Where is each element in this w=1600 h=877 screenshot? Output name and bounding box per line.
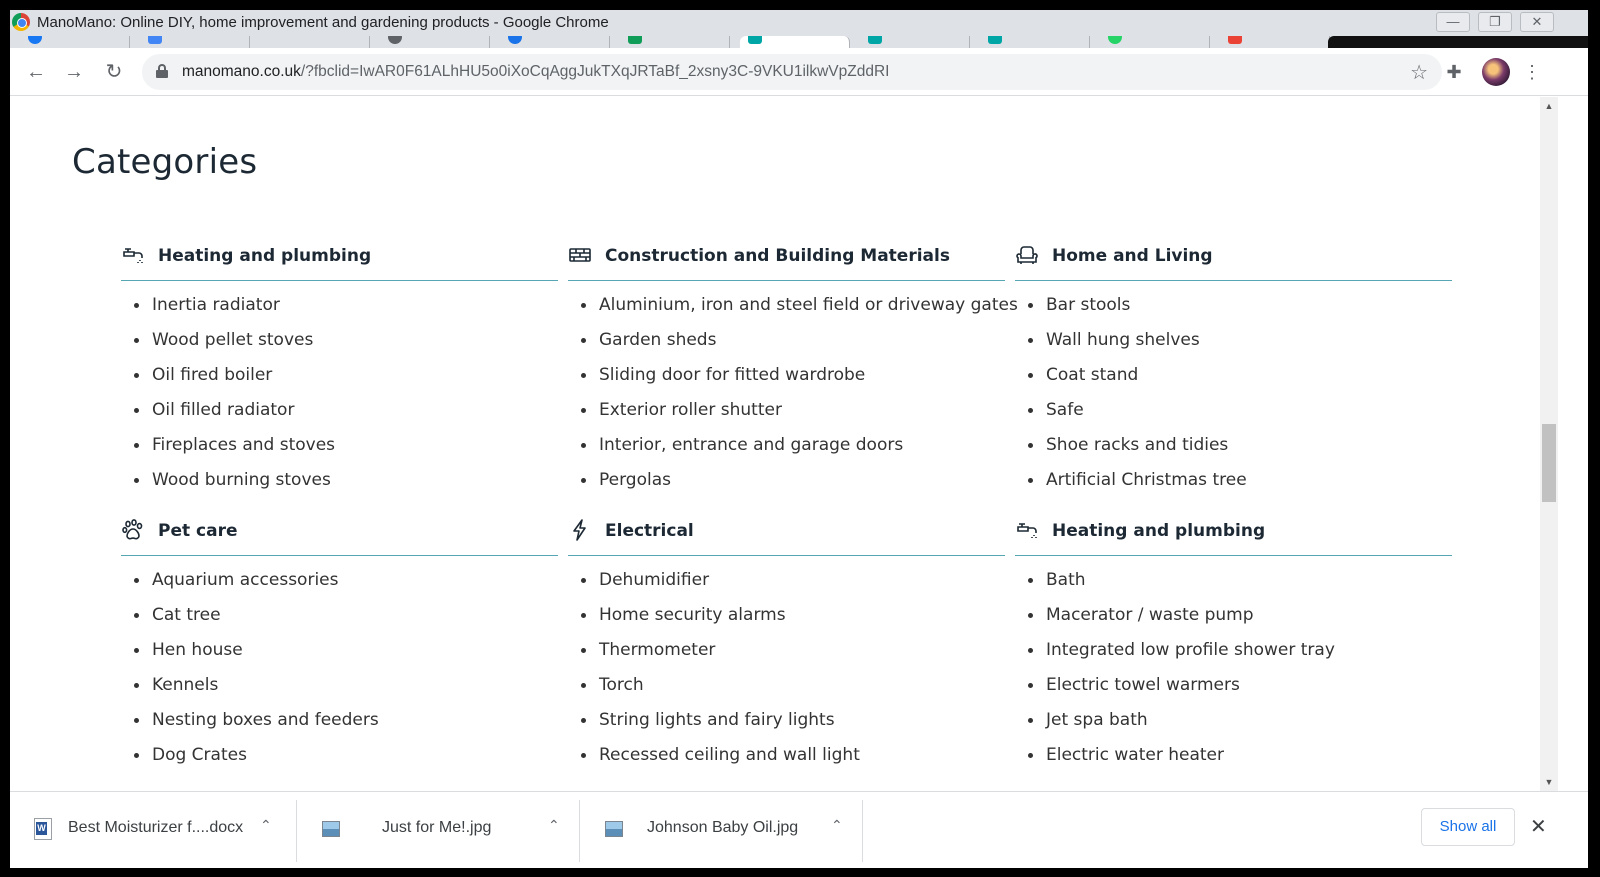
category-link[interactable]: Aluminium, iron and steel field or driveway gates [568,294,1005,329]
category-title[interactable]: Electrical [605,521,694,541]
category-link[interactable]: Exterior roller shutter [568,399,1005,434]
category-link[interactable]: Bar stools [1015,294,1452,329]
category-title[interactable]: Construction and Building Materials [605,246,950,266]
url-host: manomano.co.uk [182,63,301,80]
armchair-icon [1015,243,1039,267]
category-link-list [121,556,558,779]
category-link[interactable]: Wood pellet stoves [121,329,558,364]
category-block [121,507,558,779]
category-link[interactable]: Wall hung shelves [1015,329,1452,364]
minimize-button[interactable]: — [1436,12,1470,32]
category-link[interactable]: Bath [1015,569,1452,604]
chrome-logo-icon [12,13,30,31]
category-header[interactable] [1015,232,1452,281]
scroll-down-icon[interactable]: ▼ [1544,777,1554,787]
url-path: /?fbclid=IwAR0F61ALhHU5o0iXoCqAggJukTXqJRTaBf_2xsny3C-9VKU1ilkwVpZddRI [300,63,890,80]
tab[interactable] [860,36,970,48]
tab[interactable] [140,36,250,48]
image-file-icon [322,821,340,837]
category-block [568,232,1018,504]
tab[interactable] [1100,36,1210,48]
category-link-list [568,556,1005,779]
category-link[interactable]: Cat tree [121,604,558,639]
facebook-icon [28,36,42,44]
category-link[interactable]: Aquarium accessories [121,569,558,604]
tap-icon [1015,518,1039,542]
profile-avatar[interactable] [1482,58,1510,86]
category-link[interactable]: Safe [1015,399,1452,434]
category-link[interactable]: Electric water heater [1015,744,1452,779]
category-header[interactable] [1015,507,1452,556]
address-bar[interactable] [142,54,1442,90]
category-title[interactable]: Heating and plumbing [158,246,372,266]
category-title[interactable]: Home and Living [1052,246,1213,266]
category-link[interactable]: Thermometer [568,639,1005,674]
scroll-up-icon[interactable]: ▲ [1544,101,1554,111]
reload-button[interactable]: ↻ [105,61,123,83]
whatsapp-icon [1108,36,1122,44]
download-filename: Best Moisturizer f....docx [68,819,244,836]
manomano-icon [868,36,882,44]
new-tab-area[interactable] [1328,36,1588,48]
tab[interactable] [1220,36,1330,48]
download-item[interactable] [298,800,580,862]
gmail-icon [1228,36,1242,44]
chevron-up-icon[interactable]: ⌃ [260,817,272,833]
paw-icon [121,518,145,542]
category-link[interactable]: Dehumidifier [568,569,1005,604]
category-link[interactable]: Nesting boxes and feeders [121,709,558,744]
category-link[interactable]: Kennels [121,674,558,709]
category-link[interactable]: Recessed ceiling and wall light [568,744,1005,779]
category-link-list [1015,281,1452,504]
bookmark-star-icon[interactable]: ☆ [1410,62,1428,84]
category-link[interactable]: Jet spa bath [1015,709,1452,744]
category-link[interactable]: Garden sheds [568,329,1005,364]
category-block [1015,507,1452,779]
category-link-list [568,281,1018,504]
tab[interactable] [20,36,130,48]
category-link[interactable]: Integrated low profile shower tray [1015,639,1452,674]
category-block [1015,232,1452,504]
category-link[interactable]: Dog Crates [121,744,558,779]
site-icon [388,36,402,44]
tab[interactable] [620,36,730,48]
category-link-list [1015,556,1452,779]
word-document-icon [34,818,52,840]
sheets-icon [628,36,642,44]
category-block [568,507,1005,779]
brick-icon [568,243,592,267]
category-link[interactable]: Pergolas [568,469,1005,504]
category-link[interactable]: Shoe racks and tidies [1015,434,1452,469]
category-link[interactable]: Oil filled radiator [121,399,558,434]
lock-icon [156,64,168,78]
browser-window [10,10,1588,868]
category-header[interactable] [568,232,1005,281]
category-link[interactable]: Interior, entrance and garage doors [568,434,1005,469]
category-link[interactable]: Wood burning stoves [121,469,558,504]
category-link[interactable]: Home security alarms [568,604,1005,639]
category-header[interactable] [121,232,558,281]
manomano-icon [988,36,1002,44]
tab-strip [10,36,1588,48]
show-all-button[interactable]: Show all [1421,808,1515,846]
tab-active[interactable] [740,36,850,48]
chevron-up-icon[interactable]: ⌃ [831,817,843,833]
download-item[interactable] [581,800,863,862]
category-link[interactable]: Sliding door for fitted wardrobe [568,364,1005,399]
category-link[interactable]: Artificial Christmas tree [1015,469,1452,504]
category-link-list [121,281,558,504]
restore-button[interactable]: ❐ [1478,12,1512,32]
window-title: ManoMano: Online DIY, home improvement and gardening products - Google Chrome [37,14,609,31]
image-file-icon [605,821,623,837]
page-scrollbar[interactable] [1540,97,1558,791]
category-header[interactable] [568,507,1005,556]
tab[interactable] [380,36,490,48]
category-title[interactable]: Pet care [158,521,238,541]
url-text[interactable] [182,63,889,81]
extensions-icon[interactable]: ✚ [1446,62,1462,82]
chrome-menu-icon[interactable]: ⋮ [1523,62,1541,82]
chevron-up-icon[interactable]: ⌃ [548,817,560,833]
category-header[interactable] [121,507,558,556]
category-link[interactable]: Macerator / waste pump [1015,604,1452,639]
page-title: Categories [72,142,258,182]
manomano-icon [748,36,762,44]
browser-toolbar [10,48,1588,96]
tab[interactable] [980,36,1090,48]
tab[interactable] [500,36,610,48]
category-link[interactable]: Fireplaces and stoves [121,434,558,469]
category-link[interactable]: Oil fired boiler [121,364,558,399]
page-content [10,97,1540,791]
category-link[interactable]: Coat stand [1015,364,1452,399]
docs-icon [148,36,162,44]
category-link[interactable]: Inertia radiator [121,294,558,329]
download-shelf [10,791,1588,868]
lightning-icon [568,518,592,542]
close-window-button[interactable]: ✕ [1520,12,1554,32]
site-icon [508,36,522,44]
download-item[interactable] [10,800,297,862]
category-link[interactable]: Hen house [121,639,558,674]
close-shelf-icon[interactable]: ✕ [1530,816,1547,838]
scroll-thumb[interactable] [1542,424,1556,502]
category-title[interactable]: Heating and plumbing [1052,521,1266,541]
tap-icon [121,243,145,267]
title-bar [10,10,1588,36]
tab[interactable] [260,36,370,48]
download-filename: Johnson Baby Oil.jpg [647,819,799,836]
category-block [121,232,558,504]
category-link[interactable]: String lights and fairy lights [568,709,1005,744]
download-filename: Just for Me!.jpg [382,819,492,836]
back-button[interactable]: ← [26,61,46,83]
category-link[interactable]: Electric towel warmers [1015,674,1452,709]
forward-button[interactable]: → [64,61,84,83]
category-link[interactable]: Torch [568,674,1005,709]
